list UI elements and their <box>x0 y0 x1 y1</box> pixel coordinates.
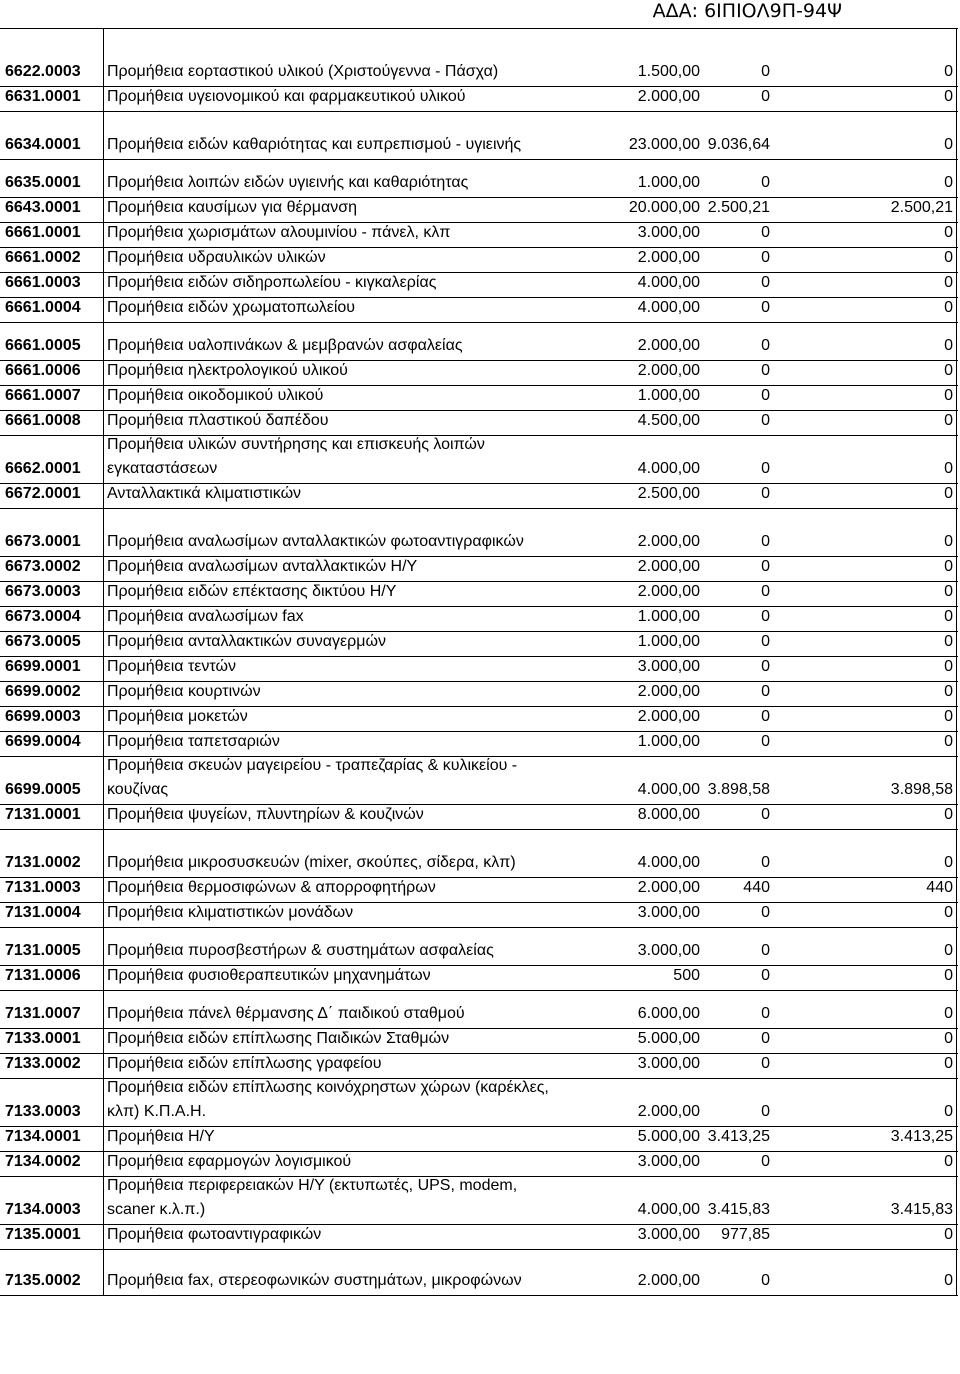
row-description: Προμήθεια τεντών <box>107 658 236 675</box>
row-description: Προμήθεια ηλεκτρολογικού υλικού <box>107 362 348 379</box>
row-code: 6673.0001 <box>5 533 81 550</box>
row-description: Προμήθεια κουρτινών <box>107 683 261 700</box>
table-row <box>0 28 958 87</box>
row-paid: 0 <box>944 412 953 429</box>
row-description: Προμήθεια χωρισμάτων αλουμινίου - πάνελ, κλπ <box>107 224 451 241</box>
table-row <box>0 991 958 1029</box>
row-code: 6634.0001 <box>5 136 81 153</box>
row-paid: 0 <box>944 683 953 700</box>
row-paid: 0 <box>944 299 953 316</box>
row-amount: 3.000,00 <box>637 1226 700 1243</box>
row-code: 7134.0001 <box>5 1128 81 1145</box>
row-paid: 0 <box>944 249 953 266</box>
table-row <box>0 484 958 509</box>
row-description: Προμήθεια φυσιοθεραπευτικών μηχανημάτων <box>107 967 431 984</box>
row-amount: 1.000,00 <box>637 608 700 625</box>
row-code: 7131.0005 <box>5 942 81 959</box>
row-committed: 0 <box>761 533 770 550</box>
row-code: 6661.0003 <box>5 274 81 291</box>
row-code: 6673.0003 <box>5 583 81 600</box>
table-row <box>0 1127 958 1152</box>
table-row <box>0 557 958 582</box>
row-amount: 2.000,00 <box>637 88 700 105</box>
row-paid: 0 <box>944 658 953 675</box>
row-code: 6699.0002 <box>5 683 81 700</box>
row-code: 7131.0004 <box>5 904 81 921</box>
row-amount: 2.000,00 <box>637 533 700 550</box>
row-amount: 2.000,00 <box>637 879 700 896</box>
row-description: Προμήθεια πάνελ θέρμανσης Δ΄ παιδικού σταθμού <box>107 1005 465 1022</box>
row-description: Προμήθεια Η/Υ <box>107 1128 215 1145</box>
table-row <box>0 757 958 805</box>
row-paid: 0 <box>944 224 953 241</box>
row-description: Προμήθεια οικοδομικού υλικού <box>107 387 324 404</box>
row-description: Προμήθεια πυροσβεστήρων & συστημάτων ασφαλείας <box>107 942 494 959</box>
row-paid: 0 <box>944 362 953 379</box>
row-description: Προμήθεια ειδών σιδηροπωλείου - κιγκαλερίας <box>107 274 437 291</box>
row-description: Ανταλλακτικά κλιματιστικών <box>107 485 302 502</box>
row-paid: 0 <box>944 608 953 625</box>
table-row <box>0 805 958 830</box>
row-committed: 0 <box>761 1103 770 1120</box>
row-description: Προμήθεια υαλοπινάκων & μεμβρανών ασφαλείας <box>107 337 463 354</box>
row-amount: 4.000,00 <box>637 299 700 316</box>
row-committed: 0 <box>761 967 770 984</box>
row-committed: 0 <box>761 942 770 959</box>
row-description: Προμήθεια σκευών μαγειρείου - τραπεζαρίας & κυλικείου - κουζίνας <box>107 757 518 798</box>
row-amount: 2.000,00 <box>637 249 700 266</box>
row-amount: 4.000,00 <box>637 781 700 798</box>
row-paid: 0 <box>944 136 953 153</box>
row-code: 6699.0003 <box>5 708 81 725</box>
row-amount: 1.000,00 <box>637 387 700 404</box>
row-paid: 0 <box>944 274 953 291</box>
row-amount: 500 <box>673 967 700 984</box>
row-description: Προμήθεια ειδών επίπλωσης κοινόχρηστων χώρων (καρέκλες, κλπ) Κ.Π.Α.Η. <box>107 1079 549 1120</box>
row-description: Προμήθεια ειδών επέκτασης δικτύου Η/Υ <box>107 583 397 600</box>
row-amount: 2.000,00 <box>637 708 700 725</box>
row-committed: 0 <box>761 299 770 316</box>
row-code: 7131.0006 <box>5 967 81 984</box>
row-amount: 3.000,00 <box>637 942 700 959</box>
row-description: Προμήθεια καυσίμων για θέρμανση <box>107 199 357 216</box>
row-code: 6661.0006 <box>5 362 81 379</box>
table-row <box>0 509 958 557</box>
row-code: 7131.0003 <box>5 879 81 896</box>
table-row <box>0 607 958 632</box>
row-description: Προμήθεια fax, στερεοφωνικών συστημάτων, μικροφώνων <box>107 1272 522 1289</box>
table-row <box>0 87 958 112</box>
row-paid: 0 <box>944 854 953 871</box>
row-description: Προμήθεια ειδών καθαριότητας και ευπρεπισμού - υγιεινής <box>107 136 522 153</box>
row-amount: 2.000,00 <box>637 337 700 354</box>
row-description: Προμήθεια πλαστικού δαπέδου <box>107 412 329 429</box>
row-amount: 4.000,00 <box>637 274 700 291</box>
row-amount: 4.500,00 <box>637 412 700 429</box>
row-code: 6635.0001 <box>5 174 81 191</box>
row-amount: 4.000,00 <box>637 1201 700 1218</box>
row-committed: 0 <box>761 63 770 80</box>
row-committed: 3.415,83 <box>707 1201 770 1218</box>
row-committed: 0 <box>761 608 770 625</box>
row-amount: 6.000,00 <box>637 1005 700 1022</box>
row-amount: 2.000,00 <box>637 583 700 600</box>
row-paid: 0 <box>944 1030 953 1047</box>
table-row <box>0 386 958 411</box>
table-row <box>0 1177 958 1225</box>
row-paid: 0 <box>944 733 953 750</box>
row-code: 6673.0004 <box>5 608 81 625</box>
row-paid: 3.415,83 <box>890 1201 953 1218</box>
row-paid: 0 <box>944 63 953 80</box>
row-code: 7135.0001 <box>5 1226 81 1243</box>
table-row <box>0 323 958 361</box>
row-code: 7133.0003 <box>5 1103 81 1120</box>
row-amount: 4.000,00 <box>637 460 700 477</box>
row-code: 6699.0001 <box>5 658 81 675</box>
row-paid: 0 <box>944 88 953 105</box>
row-description: Προμήθεια αναλωσίμων ανταλλακτικών Η/Υ <box>107 558 418 575</box>
row-committed: 0 <box>761 362 770 379</box>
row-paid: 0 <box>944 337 953 354</box>
table-row <box>0 112 958 160</box>
table-row <box>0 1079 958 1127</box>
row-amount: 1.500,00 <box>637 63 700 80</box>
row-committed: 0 <box>761 583 770 600</box>
row-committed: 9.036,64 <box>707 136 770 153</box>
row-amount: 3.000,00 <box>637 1153 700 1170</box>
row-committed: 2.500,21 <box>707 199 770 216</box>
row-code: 7134.0002 <box>5 1153 81 1170</box>
table-row <box>0 361 958 386</box>
row-code: 6672.0001 <box>5 485 81 502</box>
row-paid: 0 <box>944 1153 953 1170</box>
row-code: 6673.0002 <box>5 558 81 575</box>
row-code: 6622.0003 <box>5 63 81 80</box>
row-description: Προμήθεια αναλωσίμων ανταλλακτικών φωτοαντιγραφικών <box>107 533 524 550</box>
row-paid: 0 <box>944 1005 953 1022</box>
row-committed: 0 <box>761 854 770 871</box>
row-paid: 3.898,58 <box>890 781 953 798</box>
row-committed: 0 <box>761 1030 770 1047</box>
row-amount: 4.000,00 <box>637 854 700 871</box>
row-paid: 0 <box>944 967 953 984</box>
row-code: 7131.0007 <box>5 1005 81 1022</box>
row-code: 6631.0001 <box>5 88 81 105</box>
table-row <box>0 248 958 273</box>
row-code: 6661.0001 <box>5 224 81 241</box>
row-amount: 3.000,00 <box>637 224 700 241</box>
row-paid: 0 <box>944 583 953 600</box>
table-row <box>0 298 958 323</box>
row-paid: 0 <box>944 485 953 502</box>
row-code: 6661.0002 <box>5 249 81 266</box>
row-description: Προμήθεια αναλωσίμων fax <box>107 608 304 625</box>
table-row <box>0 1250 958 1296</box>
row-committed: 0 <box>761 683 770 700</box>
row-code: 6661.0005 <box>5 337 81 354</box>
row-code: 6643.0001 <box>5 199 81 216</box>
row-amount: 1.000,00 <box>637 174 700 191</box>
row-description: Προμήθεια μοκετών <box>107 708 248 725</box>
row-description: Προμήθεια εορταστικού υλικού (Χριστούγεννα - Πάσχα) <box>107 63 499 80</box>
row-paid: 0 <box>944 533 953 550</box>
row-description: Προμήθεια λοιπών ειδών υγιεινής και καθαριότητας <box>107 174 469 191</box>
budget-table <box>0 28 958 1296</box>
table-row <box>0 878 958 903</box>
row-committed: 0 <box>761 174 770 191</box>
table-row <box>0 198 958 223</box>
table-row <box>0 160 958 198</box>
row-code: 6699.0005 <box>5 781 81 798</box>
row-amount: 2.000,00 <box>637 558 700 575</box>
row-description: Προμήθεια ψυγείων, πλυντηρίων & κουζινών <box>107 806 424 823</box>
row-committed: 0 <box>761 658 770 675</box>
row-committed: 977,85 <box>721 1226 770 1243</box>
row-amount: 5.000,00 <box>637 1128 700 1145</box>
row-code: 7133.0002 <box>5 1055 81 1072</box>
row-committed: 0 <box>761 249 770 266</box>
row-code: 6661.0007 <box>5 387 81 404</box>
row-committed: 0 <box>761 88 770 105</box>
row-paid: 0 <box>944 806 953 823</box>
row-committed: 0 <box>761 1005 770 1022</box>
row-amount: 1.000,00 <box>637 733 700 750</box>
table-row <box>0 928 958 966</box>
row-paid: 0 <box>944 1272 953 1289</box>
table-row <box>0 632 958 657</box>
row-paid: 0 <box>944 708 953 725</box>
row-description: Προμήθεια υλικών συντήρησης και επισκευής λοιπών εγκαταστάσεων <box>107 436 485 477</box>
row-code: 6673.0005 <box>5 633 81 650</box>
row-paid: 0 <box>944 1103 953 1120</box>
table-row <box>0 1029 958 1054</box>
row-committed: 0 <box>761 337 770 354</box>
row-description: Προμήθεια υγειονομικού και φαρμακευτικού υλικού <box>107 88 466 105</box>
row-paid: 0 <box>944 174 953 191</box>
row-committed: 3.898,58 <box>707 781 770 798</box>
row-committed: 0 <box>761 1055 770 1072</box>
row-committed: 440 <box>743 879 770 896</box>
row-committed: 0 <box>761 904 770 921</box>
row-paid: 0 <box>944 558 953 575</box>
row-amount: 2.500,00 <box>637 485 700 502</box>
row-amount: 3.000,00 <box>637 1055 700 1072</box>
row-committed: 3.413,25 <box>707 1128 770 1145</box>
row-code: 7135.0002 <box>5 1272 81 1289</box>
row-paid: 0 <box>944 1226 953 1243</box>
row-paid: 3.413,25 <box>890 1128 953 1145</box>
table-row <box>0 903 958 928</box>
table-row <box>0 966 958 991</box>
row-amount: 2.000,00 <box>637 1272 700 1289</box>
table-row <box>0 657 958 682</box>
row-code: 6661.0004 <box>5 299 81 316</box>
row-amount: 3.000,00 <box>637 658 700 675</box>
row-amount: 2.000,00 <box>637 683 700 700</box>
row-committed: 0 <box>761 387 770 404</box>
row-amount: 20.000,00 <box>628 199 700 216</box>
row-committed: 0 <box>761 274 770 291</box>
row-paid: 2.500,21 <box>890 199 953 216</box>
row-committed: 0 <box>761 558 770 575</box>
row-description: Προμήθεια ειδών επίπλωσης γραφείου <box>107 1055 382 1072</box>
row-paid: 0 <box>944 460 953 477</box>
row-description: Προμήθεια περιφερειακών Η/Υ (εκτυπωτές, UPS, modem, scaner κ.λ.π.) <box>107 1177 518 1218</box>
row-description: Προμήθεια φωτοαντιγραφικών <box>107 1226 322 1243</box>
table-row <box>0 223 958 248</box>
row-committed: 0 <box>761 1272 770 1289</box>
row-description: Προμήθεια ανταλλακτικών συναγερμών <box>107 633 386 650</box>
table-row <box>0 273 958 298</box>
row-description: Προμήθεια υδραυλικών υλικών <box>107 249 326 266</box>
row-paid: 0 <box>944 387 953 404</box>
row-amount: 5.000,00 <box>637 1030 700 1047</box>
row-paid: 0 <box>944 1055 953 1072</box>
row-amount: 2.000,00 <box>637 1103 700 1120</box>
row-code: 6661.0008 <box>5 412 81 429</box>
row-committed: 0 <box>761 224 770 241</box>
row-amount: 3.000,00 <box>637 904 700 921</box>
ada-identifier: ΑΔΑ: 6ΙΠΙΟΛ9Π-94Ψ <box>652 0 842 22</box>
row-description: Προμήθεια κλιματιστικών μονάδων <box>107 904 354 921</box>
row-paid: 0 <box>944 904 953 921</box>
row-amount: 23.000,00 <box>628 136 700 153</box>
table-row <box>0 830 958 878</box>
row-committed: 0 <box>761 806 770 823</box>
row-committed: 0 <box>761 1153 770 1170</box>
row-description: Προμήθεια θερμοσιφώνων & απορροφητήρων <box>107 879 436 896</box>
row-code: 7131.0001 <box>5 806 81 823</box>
row-description: Προμήθεια ειδών χρωματοπωλείου <box>107 299 356 316</box>
row-description: Προμήθεια ταπετσαριών <box>107 733 280 750</box>
row-amount: 8.000,00 <box>637 806 700 823</box>
table-row <box>0 582 958 607</box>
row-committed: 0 <box>761 708 770 725</box>
row-description: Προμήθεια μικροσυσκευών (mixer, σκούπες, σίδερα, κλπ) <box>107 854 516 871</box>
row-committed: 0 <box>761 460 770 477</box>
table-row <box>0 682 958 707</box>
row-committed: 0 <box>761 733 770 750</box>
row-paid: 0 <box>944 942 953 959</box>
row-paid: 440 <box>926 879 953 896</box>
row-committed: 0 <box>761 412 770 429</box>
table-row <box>0 436 958 484</box>
row-description: Προμήθεια ειδών επίπλωσης Παιδικών Σταθμών <box>107 1030 450 1047</box>
row-code: 6662.0001 <box>5 460 81 477</box>
row-code: 7133.0001 <box>5 1030 81 1047</box>
row-code: 6699.0004 <box>5 733 81 750</box>
row-code: 7131.0002 <box>5 854 81 871</box>
row-committed: 0 <box>761 485 770 502</box>
table-row <box>0 1225 958 1250</box>
row-description: Προμήθεια εφαρμογών λογισμικού <box>107 1153 352 1170</box>
row-amount: 1.000,00 <box>637 633 700 650</box>
row-amount: 2.000,00 <box>637 362 700 379</box>
table-row <box>0 707 958 732</box>
row-paid: 0 <box>944 633 953 650</box>
row-code: 7134.0003 <box>5 1201 81 1218</box>
row-committed: 0 <box>761 633 770 650</box>
